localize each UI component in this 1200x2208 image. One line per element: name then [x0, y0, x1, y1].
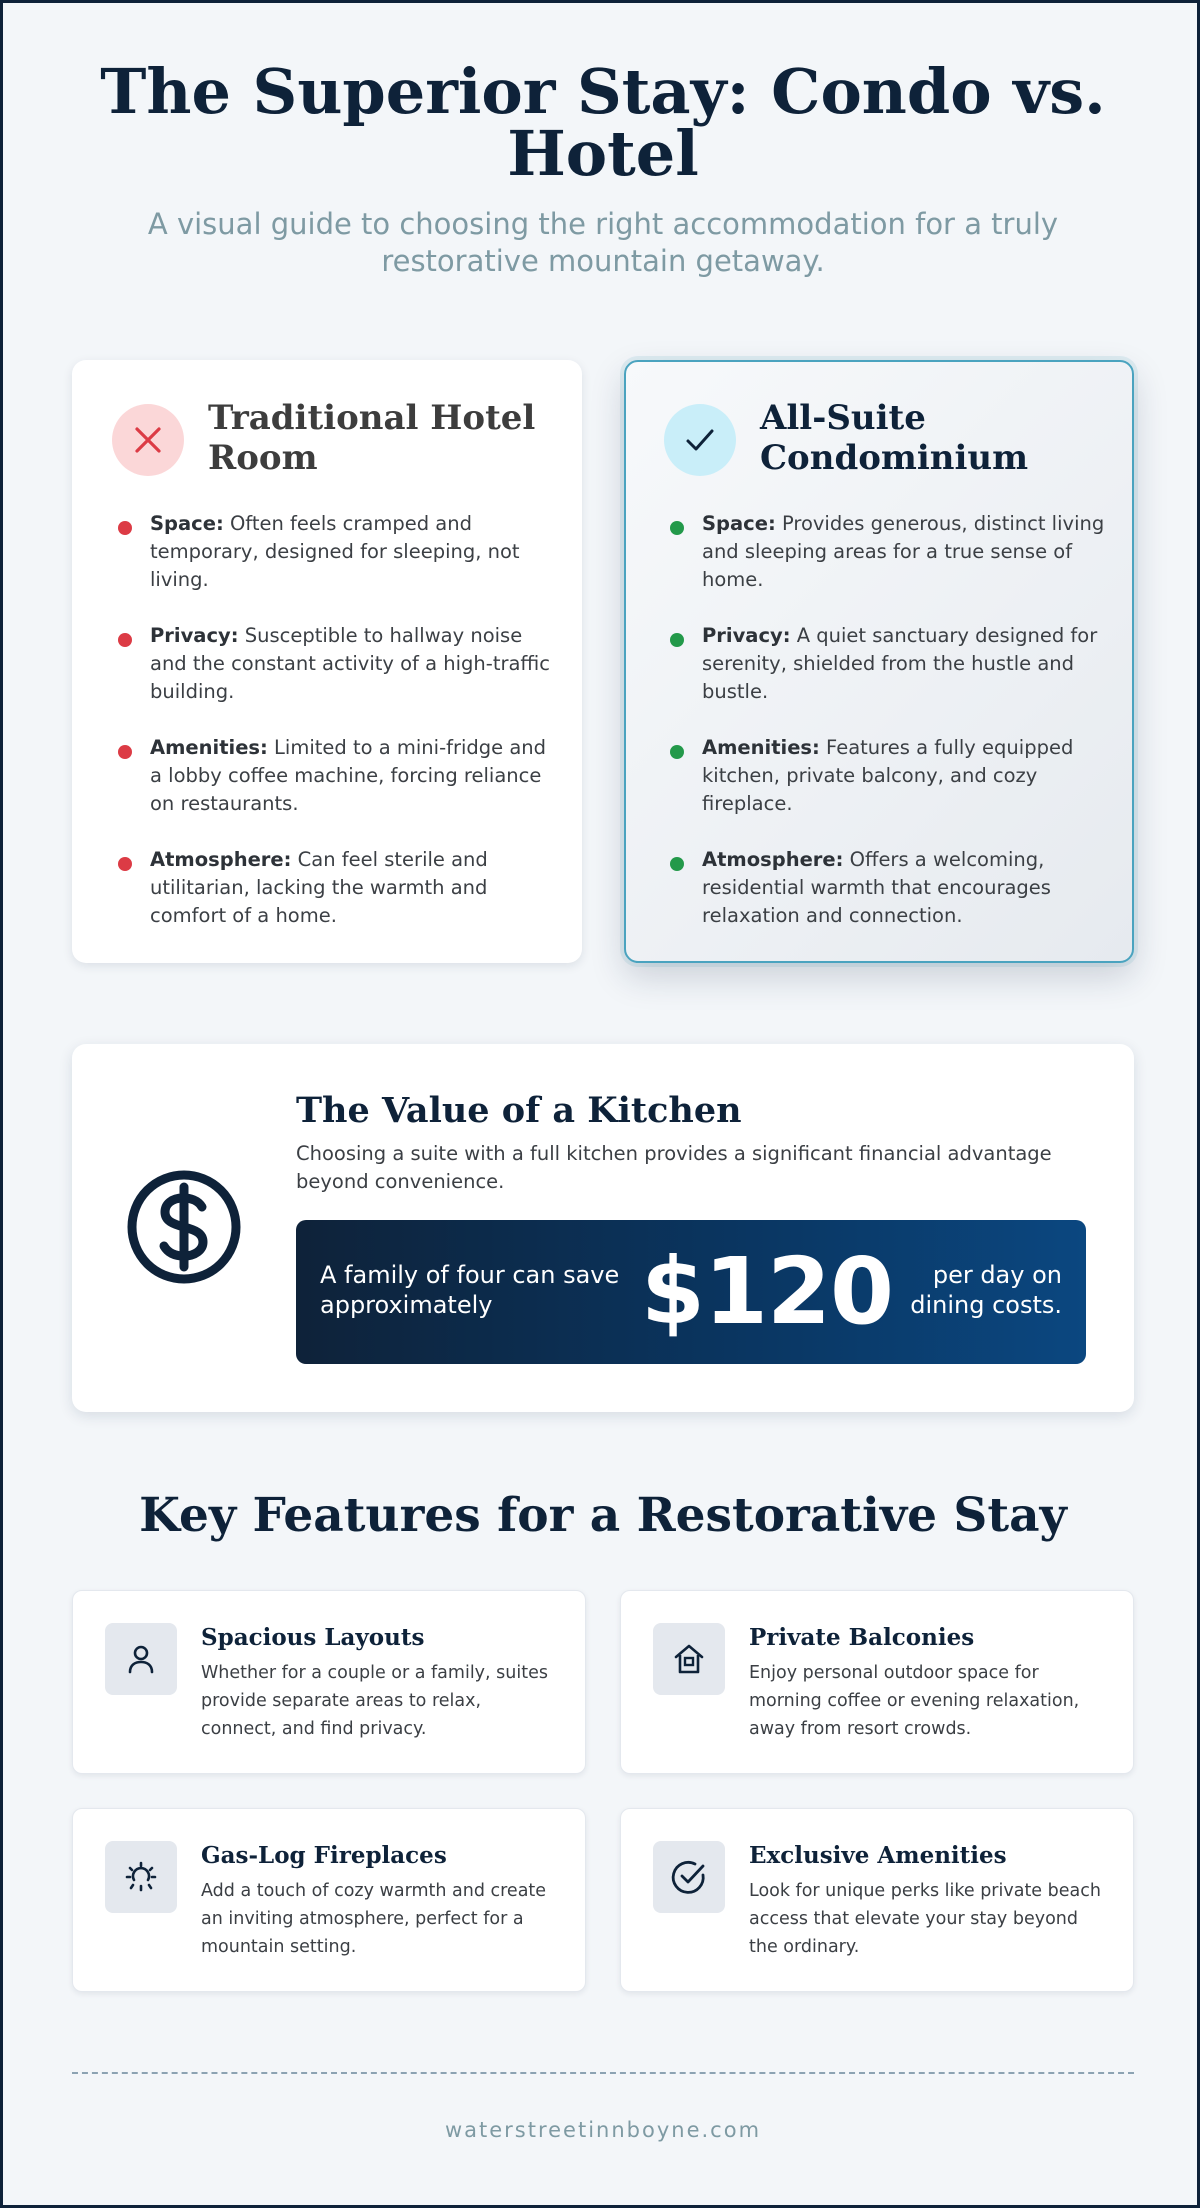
- page-subtitle: A visual guide to choosing the right accommodation for a truly restorative mountain getaway.: [147, 207, 1059, 278]
- feature-card-private-balconies: [620, 1590, 1134, 1774]
- hotel-card-title: Traditional Hotel Room: [208, 398, 536, 478]
- feature-card-gas-log-fireplaces: [72, 1808, 586, 1992]
- item-text: Features a fully equipped kitchen, private balcony, and cozy fireplace.: [702, 736, 1074, 815]
- feature-description: Add a touch of cozy warmth and create an inviting atmosphere, perfect for a mountain setting.: [201, 1881, 547, 1957]
- bullet-dot: [118, 521, 132, 535]
- footer-website: waterstreetinnboyne.com: [444, 2118, 762, 2142]
- x-icon: [112, 404, 184, 476]
- feature-title: Spacious Layouts: [201, 1624, 425, 1651]
- item-label: Privacy:: [702, 624, 791, 647]
- condo-item-list: [670, 510, 1110, 958]
- savings-banner: [296, 1220, 1086, 1364]
- bullet-dot: [670, 633, 684, 647]
- item-text: Susceptible to hallway noise and the constant activity of a high-traffic building.: [150, 624, 551, 703]
- checkmark-icon: [664, 404, 736, 476]
- bullet-dot: [670, 745, 684, 759]
- home-icon: [653, 1623, 725, 1695]
- feature-description: Look for unique perks like private beach access that elevate your stay beyond the ordinary.: [749, 1881, 1101, 1957]
- savings-suffix: per day on dining costs.: [910, 1261, 1062, 1319]
- list-item: [118, 510, 558, 594]
- feature-title: Private Balconies: [749, 1624, 975, 1651]
- kitchen-value-card: [72, 1044, 1134, 1412]
- bullet-dot: [670, 857, 684, 871]
- feature-description: Whether for a couple or a family, suites provide separate areas to relax, connect, and find privacy.: [201, 1663, 548, 1739]
- item-text: Often feels cramped and temporary, designed for sleeping, not living.: [150, 512, 520, 591]
- item-text: Provides generous, distinct living and sleeping areas for a true sense of home.: [702, 512, 1105, 591]
- list-item: [670, 510, 1110, 594]
- features-section-title: Key Features for a Restorative Stay: [139, 1488, 1067, 1543]
- item-text: Can feel sterile and utilitarian, lacking the warmth and comfort of a home.: [150, 848, 488, 927]
- savings-amount: $120: [641, 1238, 894, 1345]
- hotel-card: [72, 360, 582, 963]
- item-label: Space:: [150, 512, 224, 535]
- feature-card-spacious-layouts: [72, 1590, 586, 1774]
- item-text: Limited to a mini-fridge and a lobby coffee machine, forcing reliance on restaurants.: [150, 736, 547, 815]
- kitchen-value-title: The Value of a Kitchen: [296, 1090, 742, 1131]
- hotel-item-list: [118, 510, 558, 958]
- feature-title: Exclusive Amenities: [749, 1842, 1007, 1869]
- item-label: Amenities:: [150, 736, 268, 759]
- savings-prefix: A family of four can save approximately: [320, 1261, 620, 1319]
- dollar-icon: [126, 1169, 242, 1285]
- list-item: [670, 734, 1110, 818]
- item-label: Atmosphere:: [702, 848, 844, 871]
- item-text: Offers a welcoming, residential warmth that encourages relaxation and connection.: [702, 848, 1051, 927]
- feature-card-exclusive-amenities: [620, 1808, 1134, 1992]
- list-item: [670, 622, 1110, 706]
- list-item: [670, 846, 1110, 930]
- feature-description: Enjoy personal outdoor space for morning coffee or evening relaxation, away from resort crowds.: [749, 1663, 1080, 1739]
- item-label: Amenities:: [702, 736, 820, 759]
- list-item: [118, 846, 558, 930]
- person-icon: [105, 1623, 177, 1695]
- item-label: Space:: [702, 512, 776, 535]
- feature-title: Gas-Log Fireplaces: [201, 1842, 447, 1869]
- check-circle-icon: [653, 1841, 725, 1913]
- condo-card: [624, 360, 1134, 963]
- kitchen-value-description: Choosing a suite with a full kitchen provides a significant financial advantage beyond convenience.: [296, 1142, 1052, 1193]
- condo-card-title: All-Suite Condominium: [760, 398, 1029, 478]
- list-item: [118, 622, 558, 706]
- bullet-dot: [118, 633, 132, 647]
- item-text: A quiet sanctuary designed for serenity, shielded from the hustle and bustle.: [702, 624, 1098, 703]
- item-label: Privacy:: [150, 624, 239, 647]
- page-title: The Superior Stay: Condo vs. Hotel: [100, 55, 1106, 190]
- bullet-dot: [670, 521, 684, 535]
- list-item: [118, 734, 558, 818]
- item-label: Atmosphere:: [150, 848, 292, 871]
- sun-icon: [105, 1841, 177, 1913]
- bullet-dot: [118, 857, 132, 871]
- footer-divider: [72, 2072, 1134, 2074]
- bullet-dot: [118, 745, 132, 759]
